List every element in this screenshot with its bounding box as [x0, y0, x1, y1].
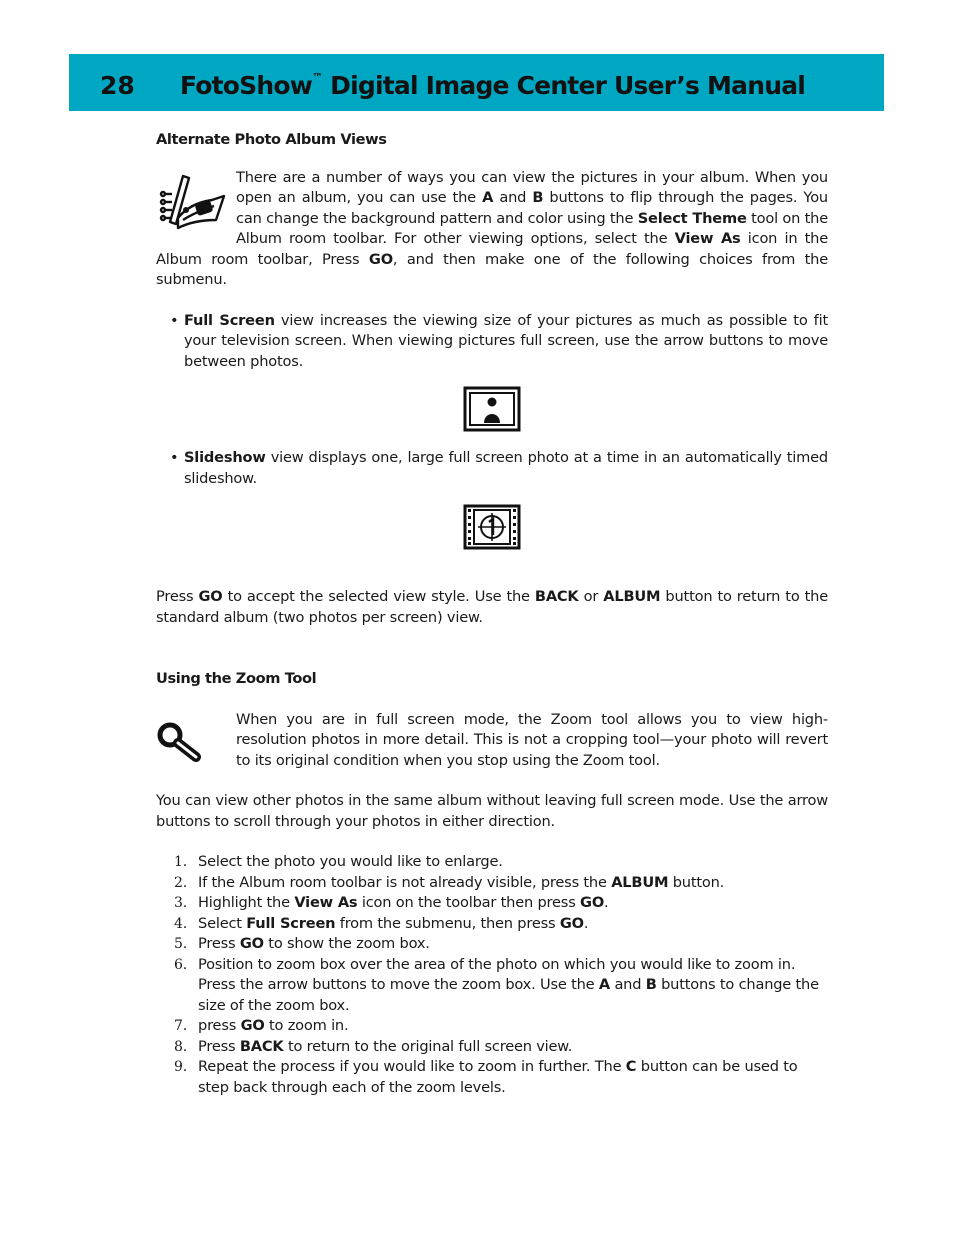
slideshow-icon — [463, 504, 521, 550]
section-heading-zoom-tool: Using the Zoom Tool — [156, 670, 317, 687]
list-item — [156, 311, 828, 373]
text-run: and — [610, 976, 646, 993]
text-run: button to return to the standard album (two photos per screen) view. — [156, 588, 828, 626]
text-run: to accept the selected view style. Use the — [222, 588, 535, 605]
text-run: If the Album room toolbar is not already visible, press the — [198, 873, 612, 891]
bold-term: GO — [368, 250, 393, 268]
bold-term: View As — [294, 894, 358, 911]
text-run: buttons to change the size of the zoom box. — [198, 976, 819, 1014]
page-content — [156, 130, 828, 1098]
step-number: 6. — [174, 956, 187, 973]
text-run: to show the zoom box. — [263, 935, 430, 952]
text-run: Press — [156, 588, 199, 605]
text-run: Position to zoom box over the area of the photo on which you would like to zoom in. Press the arrow buttons to move the zoom box. Use the — [198, 955, 796, 993]
step-number: 1. — [174, 854, 187, 870]
text-run: Repeat the process if you would like to zoom in further. The — [198, 1058, 626, 1075]
zoom-steps-list — [156, 852, 828, 1098]
text-run: Select the photo you would like to enlarge. — [198, 853, 503, 870]
text-run: from the submenu, then press — [335, 914, 560, 932]
bold-term: B — [645, 976, 657, 993]
bold-term: ALBUM — [603, 588, 661, 605]
bold-term: ALBUM — [611, 873, 669, 891]
text-run: . — [583, 914, 589, 932]
view-options-list — [156, 311, 828, 373]
step-number: 3. — [174, 895, 187, 911]
step-item — [156, 1016, 828, 1037]
magnifier-icon — [156, 720, 236, 771]
section-heading-album-views: Alternate Photo Album Views — [156, 131, 387, 148]
bullet-dot: • — [170, 449, 179, 466]
text-run: to zoom in. — [264, 1017, 349, 1034]
bold-term: View As — [674, 230, 741, 247]
step-number: 8. — [174, 1038, 187, 1055]
step-number: 2. — [174, 874, 187, 891]
text-run: , and then make one of the following choices from the submenu. — [156, 250, 828, 288]
bold-term: GO — [559, 914, 584, 932]
list-item — [156, 448, 828, 489]
option-label-slideshow: Slideshow — [184, 449, 266, 466]
text-run: to return to the original full screen view. — [283, 1037, 573, 1055]
bold-term: B — [532, 189, 544, 206]
zoom-tool-para2: You can view other photos in the same album without leaving full screen mode. Use the arrow buttons to scroll through your photos in either direction. — [156, 792, 828, 830]
text-run: icon in the Album room toolbar, Press — [156, 230, 828, 268]
step-item — [156, 852, 828, 873]
bold-term: A — [482, 189, 494, 206]
bold-term: C — [625, 1058, 637, 1075]
text-run: button. — [668, 873, 725, 891]
bold-term: GO — [240, 1017, 265, 1034]
step-number: 5. — [174, 936, 187, 952]
text-run: press — [198, 1017, 241, 1034]
bullet-dot: • — [170, 311, 179, 329]
step-item — [156, 893, 828, 914]
bold-term: A — [598, 976, 610, 993]
text-run: Select — [198, 914, 247, 932]
step-item — [156, 1057, 828, 1098]
bold-term: BACK — [239, 1037, 284, 1055]
step-number: 9. — [174, 1059, 187, 1075]
text-run: There are a number of ways you can view the pictures in your album. When you open an album, you can use the — [236, 168, 828, 206]
text-run: button can be used to step back through each of the zoom levels. — [198, 1058, 798, 1096]
bold-term: GO — [580, 894, 605, 911]
text-run: Highlight the — [198, 894, 295, 911]
page-number: 28 — [100, 71, 135, 100]
step-item — [156, 914, 828, 935]
album-views-closing — [156, 587, 828, 628]
view-options-list-2 — [156, 448, 828, 489]
album-views-intro — [156, 168, 828, 291]
option-label-full-screen: Full Screen — [184, 311, 275, 329]
step-item — [156, 934, 828, 955]
bold-term: GO — [198, 588, 223, 605]
text-run: or — [578, 588, 604, 605]
step-item — [156, 955, 828, 1017]
text-run: . — [604, 894, 609, 911]
step-item — [156, 873, 828, 894]
text-run: Press — [198, 935, 240, 952]
full-screen-icon — [463, 386, 521, 432]
photo-album-icon — [156, 172, 236, 241]
step-item — [156, 1037, 828, 1058]
trademark-symbol: ™ — [312, 71, 323, 84]
text-run: Press — [198, 1037, 240, 1055]
bold-term: BACK — [534, 588, 579, 605]
bold-term: Full Screen — [246, 914, 336, 932]
bold-term: Select Theme — [637, 209, 747, 227]
step-number: 4. — [174, 915, 187, 932]
text-run: tool on the Album room toolbar. For other viewing options, select the — [236, 209, 829, 247]
header-bar — [69, 54, 884, 111]
text-run: and — [493, 189, 533, 206]
text-run: icon on the toolbar then press — [357, 894, 581, 911]
option-text-slideshow: view displays one, large full screen photo at a time in an automatically timed slideshow. — [184, 449, 828, 487]
text-run: buttons to flip through the pages. You can change the background pattern and color using the — [236, 189, 828, 227]
page-title: FotoShow™ Digital Image Center User’s Manual — [180, 71, 806, 100]
bold-term: GO — [239, 935, 264, 952]
step-number: 7. — [174, 1018, 187, 1034]
option-text-full-screen: view increases the viewing size of your pictures as much as possible to fit your television screen. When viewing pictures full screen, use the arrow buttons to move between photos. — [184, 311, 828, 370]
zoom-tool-intro: When you are in full screen mode, the Zoom tool allows you to view high-resolution photos in more detail. This is not a cropping tool—your photo will revert to its original condition when you stop using the Zoom tool. — [236, 710, 828, 769]
